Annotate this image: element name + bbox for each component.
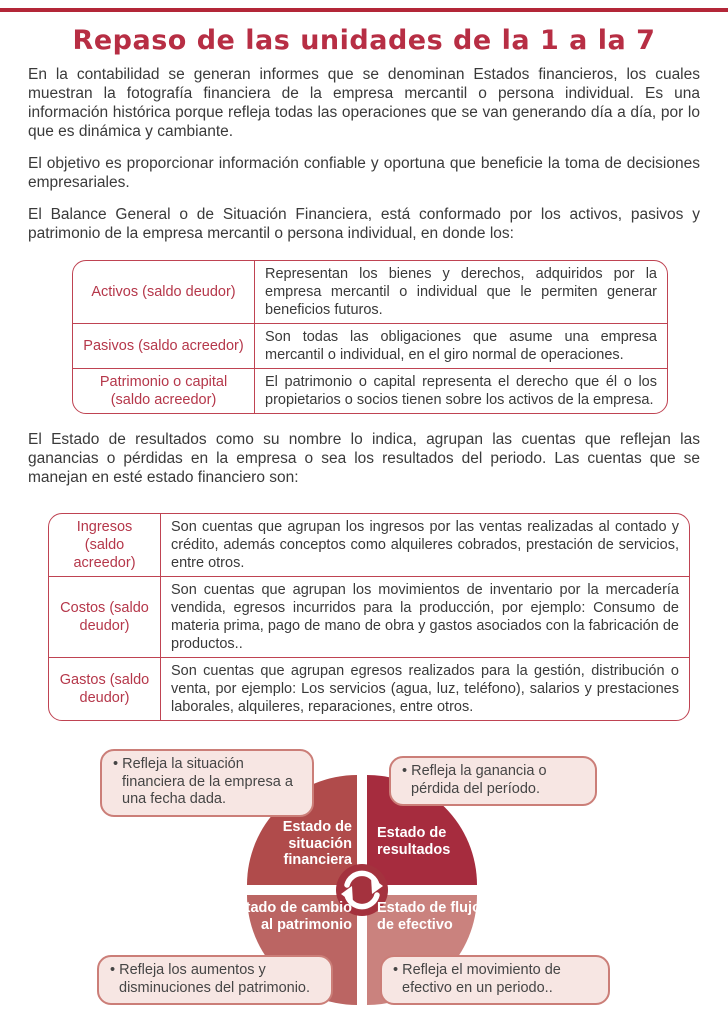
table-row: [73, 368, 667, 413]
results-row-costos-label: Costos (saldo deudor): [49, 577, 161, 657]
document-page: [0, 8, 728, 1032]
table-row: [49, 657, 689, 720]
document-body: [0, 65, 728, 721]
results-row-ingresos-desc: Son cuentas que agrupan los ingresos por las ventas realizadas al contado y crédito, además conceptos como alquileres cobrados, prestación de servicios, entre otros.: [171, 519, 679, 571]
balance-table: [72, 260, 668, 414]
results-row-costos-desc: Son cuentas que agrupan los movimientos de inventario por la mercadería vendida, egresos incurridos para la producción, por ejemplo: Consumo de materia prima, pago de mano de obra y gastos asociados con la fabricación de productos..: [171, 582, 679, 652]
paragraph-intro: En la contabilidad se generan informes que se denominan Estados financieros, los cuales muestran la fotografía financiera de la empresa mercantil o persona individual. Es una información histórica porque refleja todas las operaciones que se van generando día a día, por lo que es dinámica y cambiante.: [28, 66, 700, 140]
callout-situacion-financiera: • Refleja la situación financiera de la empresa a una fecha dada.: [100, 749, 314, 817]
top-border-rule: [0, 8, 728, 12]
callout-resultados: • Refleja la ganancia o pérdida del período.: [389, 756, 597, 806]
balance-row-patrimonio-desc: El patrimonio o capital representa el derecho que él o los propietarios o socios tienen sobre los activos de la empresa.: [265, 374, 657, 408]
table-row: [73, 261, 667, 323]
page-title: Repaso de las unidades de la 1 a la 7: [72, 25, 656, 56]
financial-statements-cycle-diagram: [0, 737, 728, 1023]
results-row-gastos-label: Gastos (saldo deudor): [49, 658, 161, 720]
balance-row-activos-label: Activos (saldo deudor): [73, 261, 255, 323]
quadrant-label-situacion-financiera: Estado de situación financiera: [282, 819, 352, 868]
quadrant-label-flujo-efectivo: Estado de flujo de efectivo: [377, 900, 481, 933]
callout-flujo-efectivo: • Refleja el movimiento de efectivo en un periodo..: [380, 955, 610, 1005]
paragraph-estado-resultados: El Estado de resultados como su nombre lo indica, agrupan las cuentas que reflejan las ganancias o pérdidas en la empresa o sea los resultados del periodo. Las cuentas que se manejan en esté estado financiero son:: [28, 431, 700, 486]
balance-row-activos-desc: Representan los bienes y derechos, adquiridos por la empresa mercantil o individual que le permiten generar beneficios futuros.: [265, 266, 657, 318]
table-row: [73, 323, 667, 368]
table-row: [49, 576, 689, 657]
paragraph-balance-general: El Balance General o de Situación Financiera, está conformado por los activos, pasivos y patrimonio de la empresa mercantil o persona individual, en donde los:: [28, 206, 700, 242]
callout-cambio-patrimonio: • Refleja los aumentos y disminuciones del patrimonio.: [97, 955, 333, 1005]
results-table: [48, 513, 690, 721]
balance-row-pasivos-desc: Son todas las obligaciones que asume una empresa mercantil o individual, en el giro normal de operaciones.: [265, 329, 657, 363]
paragraph-objective: El objetivo es proporcionar información confiable y oportuna que beneficie la toma de decisiones empresariales.: [28, 155, 700, 191]
balance-row-patrimonio-label: Patrimonio o capital (saldo acreedor): [73, 369, 255, 413]
table-row: [49, 514, 689, 576]
quadrant-label-resultados: Estado de resultados: [377, 825, 451, 858]
quadrant-label-cambio-patrimonio: Estado de cambio al patrimonio: [227, 900, 352, 933]
balance-row-pasivos-label: Pasivos (saldo acreedor): [73, 324, 255, 368]
results-row-ingresos-label: Ingresos (saldo acreedor): [49, 514, 161, 576]
results-row-gastos-desc: Son cuentas que agrupan egresos realizados para la gestión, distribución o venta, por ejemplo: Los servicios (agua, luz, teléfono), salarios y prestaciones laborales, alquileres, reparaciones, entre otros.: [171, 663, 679, 715]
